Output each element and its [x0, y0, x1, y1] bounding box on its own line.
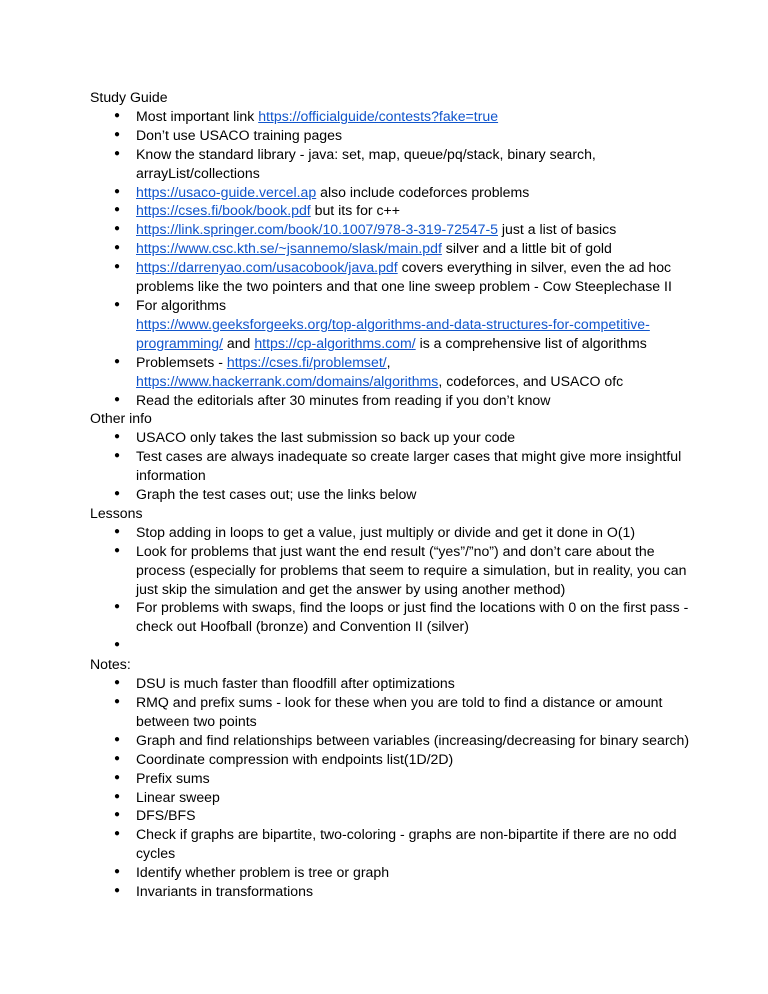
list-item: ● https://link.springer.com/book/10.1007/978-3-319-72547-5 just a list of basics	[90, 220, 690, 239]
official-guide-link[interactable]: https://officialguide/contests?fake=true	[258, 107, 499, 124]
list-item: ● RMQ and prefix sums - look for these when you are told to find a distance or amount between two points	[90, 693, 690, 731]
list-item: ● Invariants in transformations	[90, 882, 690, 901]
list-item: ● Coordinate compression with endpoints list(1D/2D)	[90, 750, 690, 769]
list-item: ● Identify whether problem is tree or graph	[90, 863, 690, 882]
list-item: ● Read the editorials after 30 minutes from reading if you don’t know	[90, 391, 690, 410]
lessons-list	[90, 523, 690, 655]
list-item: ● Test cases are always inadequate so create larger cases that might give more insightful information	[90, 447, 690, 485]
list-item: ● Graph the test cases out; use the links below	[90, 485, 690, 504]
list-item: ● Most important link https://officialguide/contests?fake=true	[90, 107, 690, 126]
list-item: ● For algorithms https://www.geeksforgeeks.org/top-algorithms-and-data-structures-for-competitive-programming/ and https://cp-algorithms.com/ is a comprehensive list of algorithms	[90, 296, 690, 353]
list-item: ● https://usaco-guide.vercel.ap also include codeforces problems	[90, 183, 690, 202]
study-guide-list	[90, 107, 690, 410]
other-info-list	[90, 428, 690, 504]
cses-problemset-link[interactable]: https://cses.fi/problemset/	[226, 353, 387, 370]
list-item: ● DSU is much faster than floodfill after optimizations	[90, 674, 690, 693]
geeksforgeeks-link[interactable]: https://www.geeksforgeeks.org/top-algorithms-and-data-structures-for-competitive-programming/	[136, 315, 650, 351]
springer-book-link[interactable]: https://link.springer.com/book/10.1007/978-3-319-72547-5	[136, 221, 498, 238]
list-item: ● Prefix sums	[90, 769, 690, 788]
list-item: ● USACO only takes the last submission so back up your code	[90, 428, 690, 447]
list-item: ● Know the standard library - java: set, map, queue/pq/stack, binary search, arrayList/collections	[90, 145, 690, 183]
list-item: ● https://darrenyao.com/usacobook/java.pdf covers everything in silver, even the ad hoc problems like the two pointers and that one line sweep problem - Cow Steeplechase II	[90, 258, 690, 296]
list-item: ● Linear sweep	[90, 788, 690, 807]
cp-algorithms-link[interactable]: https://cp-algorithms.com/	[254, 334, 416, 351]
list-item: ● Graph and find relationships between variables (increasing/decreasing for binary search)	[90, 731, 690, 750]
document-body	[90, 88, 690, 901]
darrenyao-book-link[interactable]: https://darrenyao.com/usacobook/java.pdf	[136, 259, 398, 276]
list-item: ● For problems with swaps, find the loops or just find the locations with 0 on the first pass - check out Hoofball (bronze) and Convention II (silver)	[90, 598, 690, 636]
list-item: ● DFS/BFS	[90, 806, 690, 825]
hackerrank-link[interactable]: https://www.hackerrank.com/domains/algorithms	[136, 372, 439, 389]
notes-list	[90, 674, 690, 901]
list-item: ● Don’t use USACO training pages	[90, 126, 690, 145]
list-item: ● Look for problems that just want the end result (“yes”/”no”) and don’t care about the process (especially for problems that seem to require a simulation, but in reality, you can just skip the simulation and get the answer by using another method)	[90, 542, 690, 599]
cses-book-link[interactable]: https://cses.fi/book/book.pdf	[136, 202, 311, 219]
usaco-guide-link[interactable]: https://usaco-guide.vercel.ap	[136, 183, 317, 200]
list-item: ● Problemsets - https://cses.fi/problemset/, https://www.hackerrank.com/domains/algorithms, codeforces, and USACO ofc	[90, 353, 690, 391]
kth-pdf-link[interactable]: https://www.csc.kth.se/~jsannemo/slask/main.pdf	[136, 240, 442, 257]
list-item: ● Stop adding in loops to get a value, just multiply or divide and get it done in O(1)	[90, 523, 690, 542]
list-item: ● Check if graphs are bipartite, two-coloring - graphs are non-bipartite if there are no odd cycles	[90, 825, 690, 863]
list-item: ● https://www.csc.kth.se/~jsannemo/slask/main.pdf silver and a little bit of gold	[90, 239, 690, 258]
other-info-heading: Other info	[90, 410, 152, 427]
notes-heading: Notes:	[90, 656, 131, 673]
study-guide-heading: Study Guide	[90, 89, 168, 105]
lessons-heading: Lessons	[90, 504, 143, 521]
empty-list-item	[90, 636, 690, 655]
list-item: ● https://cses.fi/book/book.pdf but its for c++	[90, 201, 690, 220]
